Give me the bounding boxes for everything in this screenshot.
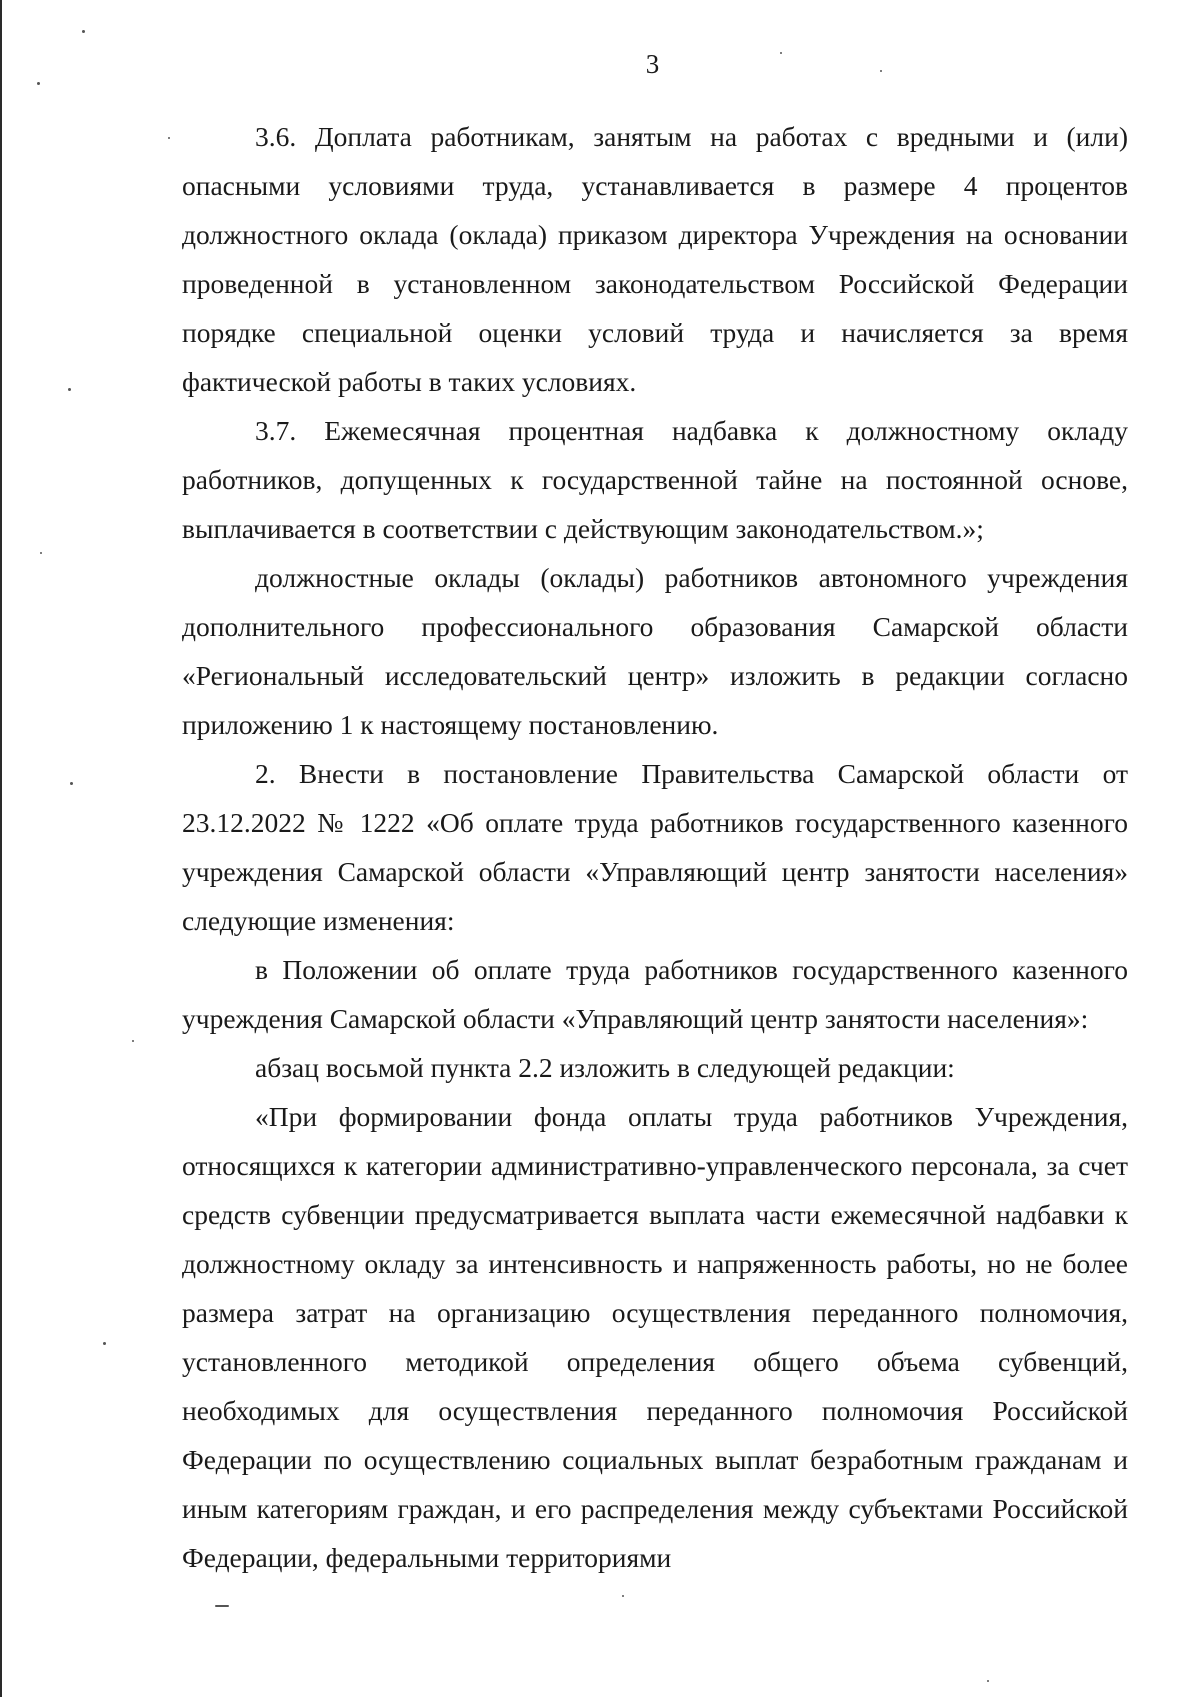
scan-speck <box>168 137 170 139</box>
paragraph-quote: «При формировании фонда оплаты труда работников Учреждения, относящихся к категории административно-управленческого персонала, за счет средств субвенции предусматривается выплата части ежемесячной надбавки к должностному окладу за интенсивность и напряженность работы, но не более размера затрат на организацию осуществления переданного полномочия, установленного методикой определения общего объема субвенций, необходимых для осуществления переданного полномочия Российской Федерации по осуществлению социальных выплат безработным гражданам и иным категориям граждан, и его распределения между субъектами Российской Федерации, федеральными территориями <box>182 1101 1128 1573</box>
paragraph-salaries: должностные оклады (оклады) работников автономного учреждения дополнительного профессионального образования Самарской области «Региональный исследовательский центр» изложить в редакции согласно приложению 1 к настоящему постановлению. <box>182 562 1128 740</box>
scan-speck <box>68 388 71 391</box>
paragraph-abzac: абзац восьмой пункта 2.2 изложить в следующей редакции: <box>255 1052 955 1083</box>
page-number: 3 <box>645 49 660 79</box>
scan-speck <box>880 70 882 72</box>
scan-speck <box>40 552 42 554</box>
scan-speck <box>987 1680 989 1682</box>
scan-edge-line <box>0 0 2 1697</box>
scan-speck <box>215 1605 229 1607</box>
scan-speck <box>82 30 85 33</box>
scan-speck <box>132 1040 134 1042</box>
scan-speck <box>103 1342 106 1345</box>
scan-speck <box>37 82 40 85</box>
paragraph-3-6: 3.6. Доплата работникам, занятым на работах с вредными и (или) опасными условиями труда, устанавливается в размере 4 процентов должностного оклада (оклада) приказом директора Учреждения на основании проведенной в установленном законодательством Российской Федерации порядке специальной оценки условий труда и начисляется за время фактической работы в таких условиях. <box>182 121 1128 397</box>
paragraph-item-2: 2. Внести в постановление Правительства Самарской области от 23.12.2022 № 1222 «Об оплате труда работников государственного казенного учреждения Самарской области «Управляющий центр занятости населения» следующие изменения: <box>182 758 1128 936</box>
scan-speck <box>622 1595 624 1597</box>
document-body <box>182 112 1128 1582</box>
scan-speck <box>780 52 782 54</box>
scan-speck <box>70 782 73 785</box>
paragraph-regulation: в Положении об оплате труда работников государственного казенного учреждения Самарской области «Управляющий центр занятости населения»: <box>182 954 1128 1034</box>
paragraph-3-7: 3.7. Ежемесячная процентная надбавка к должностному окладу работников, допущенных к государственной тайне на постоянной основе, выплачивается в соответствии с действующим законодательством.»; <box>182 415 1128 544</box>
